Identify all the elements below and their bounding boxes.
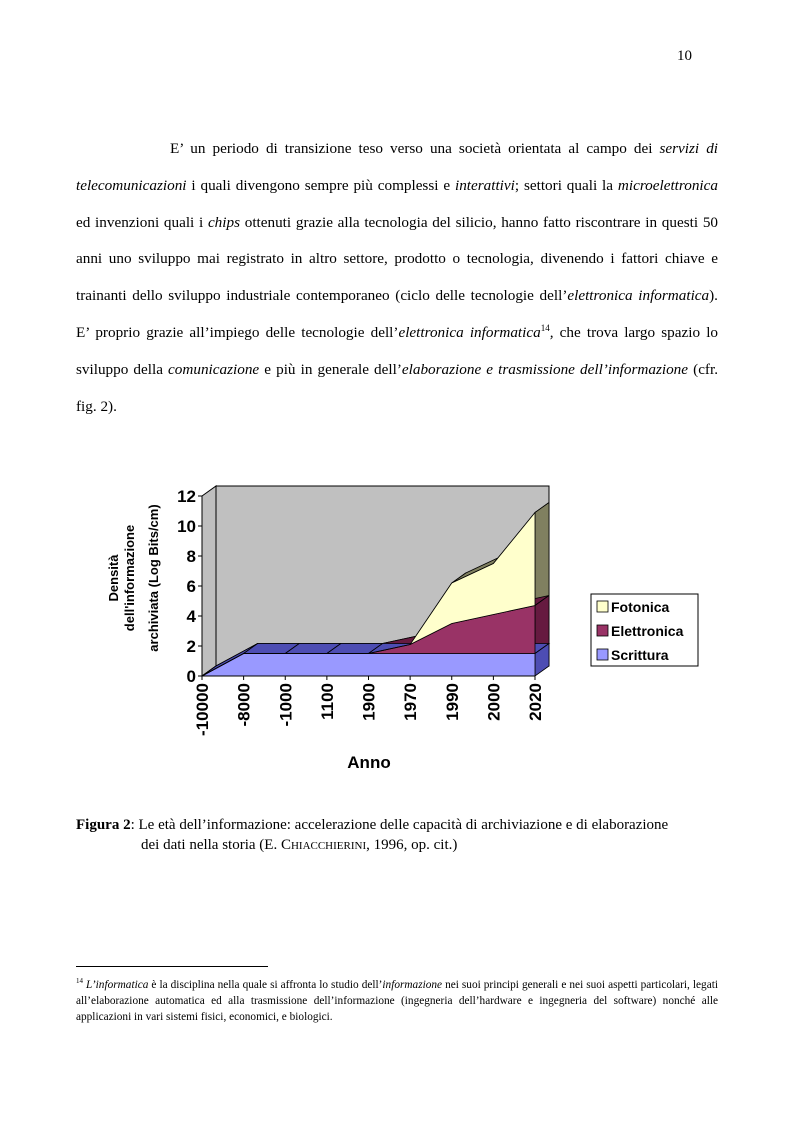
x-tick-labels: [193, 676, 545, 736]
y-axis-title-line-1: Densità: [106, 554, 121, 602]
text-span-italic: comunicazione: [168, 360, 260, 378]
legend-swatch-scrittura: [597, 649, 608, 660]
x-axis-title: Anno: [347, 753, 391, 772]
text-span-italic: elaborazione e trasmissione dell’informazione: [401, 360, 689, 378]
legend: [591, 594, 698, 666]
side-wall: [202, 486, 216, 676]
caption-line-2: [76, 835, 736, 855]
caption-text: : Le età dell’informazione: accelerazione delle capacità di archiviazione e di elaborazione: [130, 817, 669, 833]
footnote: [76, 973, 718, 1025]
y-axis-title-line-2: dell'informazione: [122, 524, 137, 632]
legend-label-fotonica: Fotonica: [611, 599, 670, 615]
legend-swatch-elettronica: [597, 625, 608, 636]
footnote-ref[interactable]: 14: [540, 322, 550, 333]
text-span: ottenuti grazie alla tecnologia del silicio, hanno fatto riscontrare in questi 50 anni uno sviluppo mai registrato in altro settore, prodotto o tecnologia, divenendo i fattori chiave e trainanti dello sviluppo industriale contemporaneo (ciclo delle tecnologie dell’: [76, 213, 719, 305]
text-span: (cfr. fig. 2).: [76, 360, 719, 415]
footnote-text: nei suoi principi generali e nei suoi aspetti particolari, legati all’elaborazione automatica ed alla trasmissione dell’informazione (ingegneria dell’hardware e ingegneria del software) nonché alle applicazioni in vari sistemi fisici, economici, e biologici.: [76, 978, 718, 1023]
text-span-italic: microelettronica: [617, 176, 718, 194]
y-tick-labels: [177, 487, 202, 686]
legend-swatch-fotonica: [597, 601, 608, 612]
x-tick-label: 1970: [401, 683, 421, 721]
x-tick-label: -1000: [276, 683, 296, 727]
page-number: 10: [677, 48, 692, 64]
x-tick-label: -8000: [234, 683, 254, 727]
area-front-face-scrittura: [202, 654, 535, 677]
text-span-italic: elettronica informatica: [398, 323, 541, 341]
x-tick-label: 1900: [359, 683, 379, 721]
area-end-face-fotonica: [535, 503, 549, 606]
footnote-text-italic: L’informatica: [86, 978, 149, 991]
text-span-italic: elettronica informatica: [567, 287, 710, 305]
text-span: che trova largo spazio lo sviluppo della: [76, 323, 719, 378]
text-span: ed invenzioni quali i: [76, 213, 208, 231]
body-paragraph: [76, 131, 718, 425]
footnote-divider: [76, 966, 268, 967]
caption-label: Figura 2: [76, 817, 131, 833]
caption-text: dei dati nella storia (E.: [141, 837, 281, 853]
text-span: ; settori quali la: [514, 176, 618, 194]
y-tick-label: 10: [177, 517, 196, 536]
text-span-italic: servizi di telecomunicazioni: [76, 140, 719, 194]
x-tick-label: 2000: [484, 683, 504, 721]
footnote-text-italic: informazione: [382, 978, 443, 991]
x-tick-label: 2020: [526, 683, 545, 721]
text-span: i quali divengono sempre più complessi e: [186, 176, 455, 194]
y-axis-title-line-3: archiviata (Log Bits/cm): [146, 504, 161, 652]
footnote-number: 14: [76, 977, 83, 985]
text-span: E’ un periodo di transizione teso verso una società orientata al campo dei: [170, 140, 660, 157]
y-tick-label: 2: [186, 637, 196, 656]
legend-label-elettronica: Elettronica: [611, 623, 684, 639]
area-chart-figure: [95, 478, 715, 783]
legend-label-scrittura: Scrittura: [611, 647, 669, 663]
y-tick-label: 8: [186, 547, 196, 566]
text-span: ). E’ proprio grazie all’impiego delle tecnologie dell’: [76, 287, 718, 341]
text-span-italic: ,: [549, 323, 554, 341]
caption-text: , 1996, op. cit.): [366, 837, 458, 853]
text-span-italic: chips: [207, 213, 240, 231]
y-tick-label: 4: [186, 607, 196, 626]
footnote-text: è la disciplina nella quale si affronta lo studio dell’: [148, 978, 383, 991]
text-span-italic: interattivi: [454, 176, 515, 194]
y-tick-label: 0: [186, 667, 196, 686]
x-tick-label: 1990: [442, 683, 462, 721]
x-tick-label: 1100: [317, 683, 337, 720]
x-tick-label: -10000: [193, 683, 212, 736]
y-tick-label: 6: [186, 577, 196, 596]
figure-caption: [76, 815, 736, 855]
caption-author: Chiacchierini: [280, 837, 367, 853]
y-tick-label: 12: [177, 487, 196, 506]
text-span: e più in generale dell’: [259, 360, 402, 378]
